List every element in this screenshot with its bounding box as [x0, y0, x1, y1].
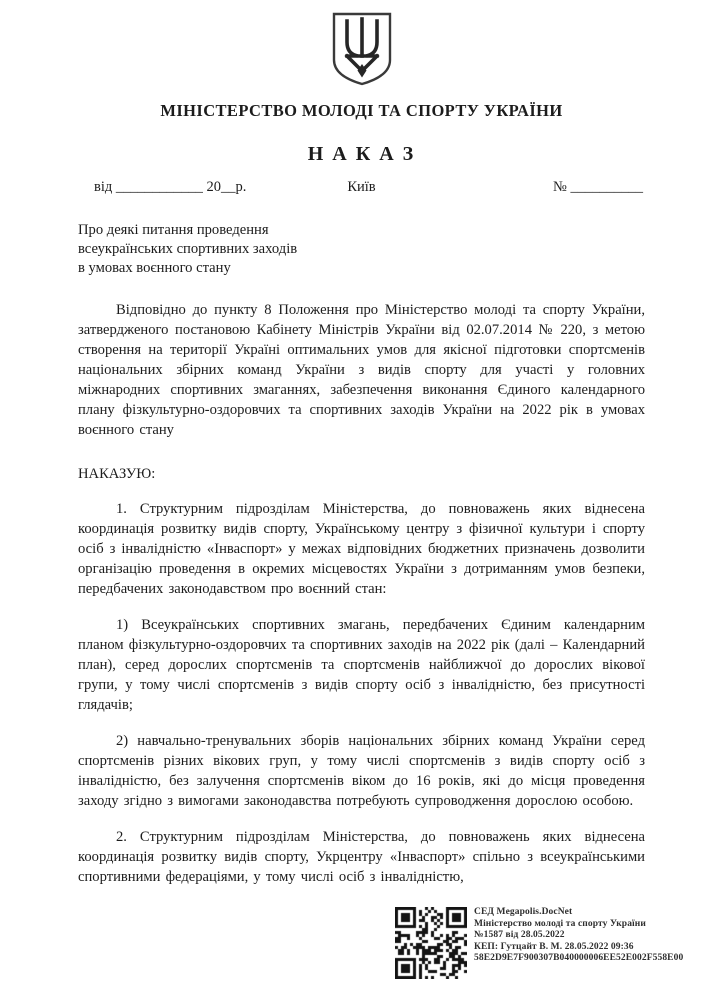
stamp-line: СЕД Megapolis.DocNet: [474, 907, 573, 917]
qr-code-icon: [395, 907, 467, 979]
stamp-line: КЕП: Гутцайт В. М. 28.05.2022 09:36: [474, 941, 634, 952]
subject-line: Про деякі питання проведення: [78, 222, 269, 238]
subject-block: [78, 221, 645, 278]
stamp-text: [474, 907, 683, 965]
number-blank: № __________: [553, 179, 643, 195]
stamp-line: 58E2D9E7F900307B040000006EE52E002F558E00: [474, 953, 684, 963]
order-subitem-1: 1) Всеукраїнських спортивних змагань, передбачених Єдиним календарним планом фізкультурно-оздоровчих та спортивних заходів на 2022 рік (далі – Календарний план), серед дорослих спортсменів та спортсменів найближчої до дорослих вікової групи, у тому числі спортсменів з видів спорту осіб з інвалідністю, без присутності глядачів;: [78, 617, 645, 713]
document-type-title: Н А К А З: [307, 143, 416, 165]
emblem-wrap: [78, 12, 645, 91]
preamble-paragraph: Відповідно до пункту 8 Положення про Міністерство молоді та спорту України, затвердженого постановою Кабінету Міністрів України від 02.07.2014 № 220, з метою створення на території Україні оптимальних умов для якісної підготовки спортсменів національних збірних команд України з видів спорту для участі у головних міжнародних спортивних змаганнях, забезпечення виконання Єдиного календарного плану фізкультурно-оздоровчих та спортивних заходів України на 2022 рік в умовах воєнного стану: [78, 302, 645, 438]
order-item-2: 2. Структурним підрозділам Міністерства, до повноважень яких віднесена координація розвитку видів спорту, Укрцентру «Інваспорт» спільно з всеукраїнськими спортивними федераціями, у тому числі осіб з інвалідністю,: [78, 829, 645, 885]
order-word: НАКАЗУЮ:: [78, 466, 156, 482]
ministry-title: МІНІСТЕРСТВО МОЛОДІ ТА СПОРТУ УКРАЇНИ: [160, 101, 563, 120]
date-blank: від ____________ 20__р.: [94, 179, 247, 195]
order-subitem-2: 2) навчально-тренувальних зборів національних збірних команд України серед спортсменів різних вікових груп, у тому числі спортсменів з видів спорту осіб з інвалідністю, без залучення спортсменів віком до 16 років, які до місця проведення заходу згідно з вимогами законодавства потребують супроводження дорослою особою.: [78, 733, 645, 809]
subject-line: в умовах воєнного стану: [78, 260, 231, 276]
city-label: Київ: [347, 179, 376, 195]
signature-stamp: [395, 907, 683, 979]
date-line: [78, 179, 645, 196]
subject-line: всеукраїнських спортивних заходів: [78, 241, 298, 257]
stamp-line: Міністерство молоді та спорту України: [474, 918, 646, 929]
trident-emblem-icon: [332, 12, 392, 86]
order-item-1: 1. Структурним підрозділам Міністерства, до повноважень яких віднесена координація розвитку видів спорту, Українському центру з фізичної культури і спорту осіб з інвалідністю «Інваспорт» у межах відповідних бюджетних призначень дозволити організацію проведення в окремих місцевостях України з дотриманням умов безпеки, передбачених законодавством про воєнний стан:: [78, 501, 645, 597]
stamp-line: №1587 від 28.05.2022: [474, 930, 565, 940]
